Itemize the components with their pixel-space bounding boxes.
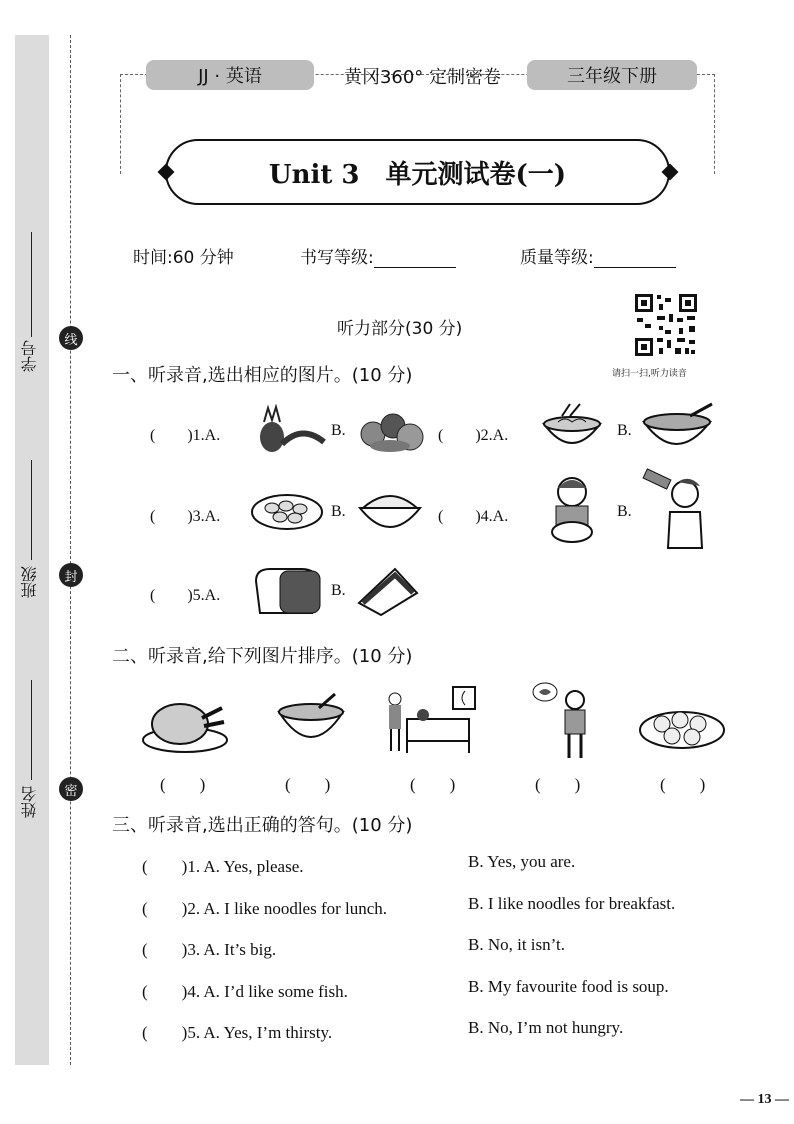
seal-mi: 密 xyxy=(59,777,83,801)
bread-picture xyxy=(252,563,327,618)
sort-blank-1[interactable]: ( ) xyxy=(160,775,206,794)
grade-pill: 三年级下册 xyxy=(527,60,697,90)
q2-option-b: B. xyxy=(617,422,632,439)
dumplings-plate-picture xyxy=(250,486,325,534)
roast-chicken-picture xyxy=(140,690,230,755)
rice-bowl-picture xyxy=(355,484,425,536)
part2-title: 二、听录音,给下列图片排序。(10 分) xyxy=(112,646,413,667)
binding-strip xyxy=(15,35,49,1065)
qr-caption: 请扫一扫,听力读音 xyxy=(612,369,687,379)
boy-eating-picture xyxy=(540,470,605,550)
number-blank xyxy=(31,232,32,337)
q4-option-b: B. xyxy=(617,503,632,520)
q5-option-b: B. xyxy=(331,582,346,599)
vegetables-picture xyxy=(355,404,430,456)
answer-row xyxy=(142,935,565,960)
answer-option-b: B. Yes, you are. xyxy=(468,852,576,871)
q3-number: ( )3.A. xyxy=(150,508,221,525)
seal-feng: 封 xyxy=(59,563,83,587)
answer-option-b: B. No, it isn’t. xyxy=(468,935,565,954)
name-blank xyxy=(31,680,32,780)
student-number-label: 学号 xyxy=(20,340,39,372)
answer-option-b: B. I like noodles for breakfast. xyxy=(468,894,676,913)
class-blank xyxy=(31,460,32,560)
class-label: 班级 xyxy=(20,566,39,598)
sandwich-picture xyxy=(355,563,420,618)
q1-number: ( )1.A. xyxy=(150,427,221,444)
answer-row xyxy=(142,852,576,877)
sort-blank-5[interactable]: ( ) xyxy=(660,775,706,794)
answer-option-a: ( )4. A. I’d like some fish. xyxy=(142,982,348,1001)
time-label: 时间:60 分钟 xyxy=(133,248,234,268)
listening-title: 听力部分(30 分) xyxy=(337,319,463,339)
boy-thinking-fish-picture xyxy=(525,680,595,762)
answer-row xyxy=(142,894,676,919)
answer-option-b: B. My favourite food is soup. xyxy=(468,977,669,996)
answer-option-a: ( )2. A. I like noodles for lunch. xyxy=(142,899,388,918)
answer-option-a: ( )5. A. Yes, I’m thirsty. xyxy=(142,1023,333,1042)
porridge-bowl-picture xyxy=(275,690,347,755)
soup-bowl-picture xyxy=(640,402,715,457)
page-title: Unit 3 单元测试卷(一) xyxy=(165,139,670,205)
subject-pill: JJ · 英语 xyxy=(146,60,314,90)
answer-option-a: ( )3. A. It’s big. xyxy=(142,940,277,959)
answer-row xyxy=(142,1018,624,1043)
q5-number: ( )5.A. xyxy=(150,587,221,604)
part1-title: 一、听录音,选出相应的图片。(10 分) xyxy=(112,365,413,386)
answer-option-a: ( )1. A. Yes, please. xyxy=(142,857,304,876)
quality-grade-blank[interactable] xyxy=(594,250,676,268)
sort-blank-4[interactable]: ( ) xyxy=(535,775,581,794)
pineapple-banana-picture xyxy=(252,404,327,454)
bedroom-night-picture xyxy=(383,685,478,757)
noodles-bowl-picture xyxy=(540,402,605,457)
writing-grade-blank[interactable] xyxy=(374,250,456,268)
buns-plate-picture xyxy=(638,700,726,755)
name-label: 姓名 xyxy=(20,786,39,818)
quality-grade-label: 质量等级: xyxy=(520,248,594,268)
writing-grade-label: 书写等级: xyxy=(300,248,374,268)
series-title: 黄冈360° 定制密卷 xyxy=(343,67,502,88)
q1-option-b: B. xyxy=(331,422,346,439)
part3-title: 三、听录音,选出正确的答句。(10 分) xyxy=(112,815,413,836)
boy-drinking-picture xyxy=(640,468,710,553)
qr-code[interactable] xyxy=(633,292,699,358)
sort-blank-2[interactable]: ( ) xyxy=(285,775,331,794)
q3-option-b: B. xyxy=(331,503,346,520)
answer-row xyxy=(142,977,669,1002)
cut-line xyxy=(70,35,71,1065)
answer-option-b: B. No, I’m not hungry. xyxy=(468,1018,624,1037)
sort-blank-3[interactable]: ( ) xyxy=(410,775,456,794)
q2-number: ( )2.A. xyxy=(438,427,509,444)
seal-xian: 线 xyxy=(59,326,83,350)
q4-number: ( )4.A. xyxy=(438,508,509,525)
page-number: — 13 — xyxy=(740,1092,789,1107)
